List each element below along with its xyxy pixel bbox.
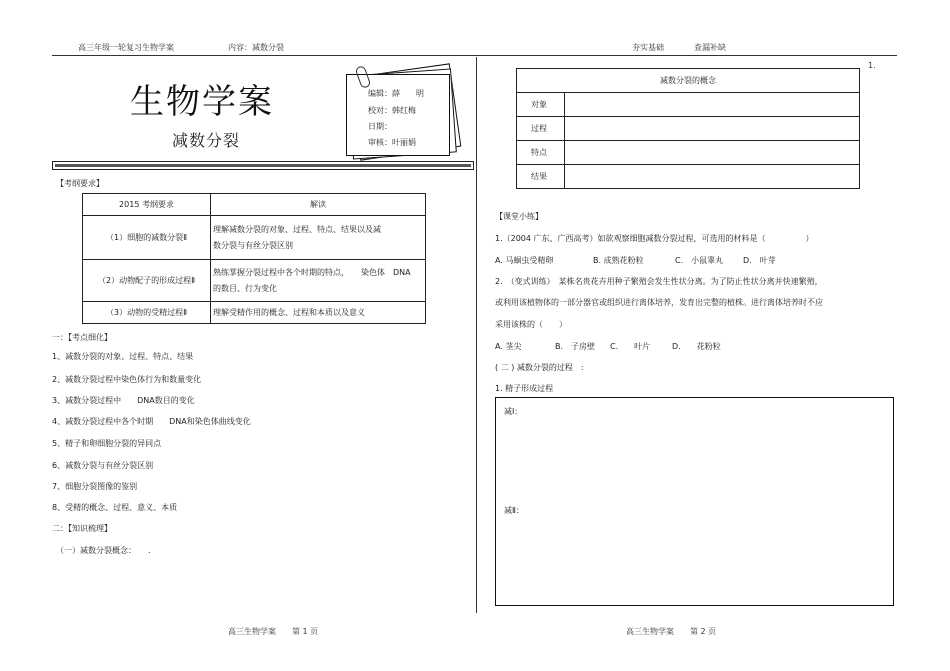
title-bar	[52, 161, 474, 170]
meiosis-2-label: 减Ⅱ：	[504, 506, 524, 515]
concept-table-title: 减数分裂的概念	[517, 69, 860, 93]
section-heading: 二：【知识梳理】	[52, 524, 112, 533]
list-item: 3、减数分裂过程中 DNA数目的变化	[52, 396, 195, 405]
note-proofreader: 校对：韩红梅	[368, 106, 416, 115]
syllabus-col2-header: 解读	[211, 194, 426, 216]
concept-row-label: 对象	[517, 93, 565, 117]
syllabus-req: （2）动物配子的形成过程Ⅱ	[83, 260, 211, 302]
q2-option-d: D. 花粉粒	[672, 342, 721, 351]
footer-left: 高三生物学案 第 1 页	[228, 627, 319, 636]
meiosis-answer-box[interactable]	[495, 397, 894, 606]
table-row	[517, 165, 860, 189]
syllabus-desc-line: 数分裂与有丝分裂区别	[213, 240, 293, 250]
syllabus-desc: 理解受精作用的概念、过程和本质以及意义	[211, 302, 426, 324]
note-card	[338, 64, 468, 160]
list-item: 8、受精的概念、过程、意义、本质	[52, 503, 178, 512]
q2-option-c: C. 叶片	[610, 342, 651, 351]
process-heading: ( 二 ) 减数分裂的过程 :	[495, 363, 584, 372]
syllabus-table	[82, 193, 426, 324]
q1-option-d: D. 叶芽	[743, 256, 776, 265]
note-reviewer: 审核：叶丽娟	[368, 138, 416, 147]
concept-table	[516, 68, 860, 189]
syllabus-col1-header: 2015 考纲要求	[83, 194, 211, 216]
points-heading: 一：【考点细化】	[52, 333, 112, 342]
list-item: 5、精子和卵细胞分裂的异同点	[52, 439, 162, 448]
concept-row-label: 结果	[517, 165, 565, 189]
list-item: 2、减数分裂过程中染色体行为和数量变化	[52, 375, 202, 384]
syllabus-heading: 【考纲要求】	[56, 179, 104, 188]
syllabus-req: （1）细胞的减数分裂Ⅱ	[83, 216, 211, 260]
syllabus-desc-line: 的数目、行为变化	[213, 283, 277, 293]
list-item: 4、减数分裂过程中各个时期 DNA和染色体曲线变化	[52, 417, 251, 426]
table-row	[83, 216, 426, 260]
table-row	[83, 302, 426, 324]
column-divider	[476, 57, 477, 613]
footer-right: 高三生物学案 第 2 页	[626, 627, 717, 636]
page-subtitle: 减数分裂	[172, 131, 241, 150]
header-rule	[52, 55, 897, 56]
table-row	[517, 117, 860, 141]
table-row	[83, 260, 426, 302]
concept-row-label: 过程	[517, 117, 565, 141]
table-row	[517, 141, 860, 165]
list-item: 1、减数分裂的对象、过程、特点、结果	[52, 352, 194, 361]
table-row	[517, 93, 860, 117]
concept-line: （一）减数分裂概念： .	[56, 546, 151, 555]
concept-row-cell	[565, 141, 860, 165]
question-2-line3: 采用该株的（ ）	[495, 320, 567, 329]
syllabus-desc	[211, 260, 426, 302]
question-1: 1.（2004 广东、广西高考）如欲观察细胞减数分裂过程，可选用的材料是（ ）	[495, 234, 814, 243]
header-motto-a: 夯实基础	[632, 43, 664, 52]
meiosis-1-label: 减Ⅰ：	[504, 407, 523, 416]
syllabus-desc	[211, 216, 426, 260]
question-2-line1: 2. （变式训练） 某株名贵花卉用种子繁殖会发生性状分离。为了防止性状分离并快速繁殖，	[495, 277, 823, 286]
concept-row-label: 特点	[517, 141, 565, 165]
syllabus-req: （3）动物的受精过程Ⅱ	[83, 302, 211, 324]
syllabus-desc-line: 理解减数分裂的对象、过程、特点、结果以及减	[213, 224, 381, 234]
q1-option-c: C. 小鼠睾丸	[675, 256, 724, 265]
page-title: 生物学案	[130, 82, 274, 122]
sperm-heading: 1. 精子形成过程	[495, 384, 554, 393]
question-2-line2: 或利用该植物体的一部分器官或组织进行离体培养，发育出完整的植株。进行离体培养时不应	[495, 298, 823, 307]
list-item: 7、细胞分裂图像的鉴别	[52, 482, 138, 491]
q2-option-a: A. 茎尖	[495, 342, 522, 351]
concept-row-cell	[565, 93, 860, 117]
note-editor: 编辑：薛 明	[368, 89, 424, 98]
syllabus-desc-line: 熟练掌握分裂过程中各个时期的特点， 染色体 DNA	[213, 267, 411, 277]
q1-option-b: B. 成熟花粉粒	[593, 256, 644, 265]
concept-row-cell	[565, 117, 860, 141]
q1-option-a: A. 马蛔虫受精卵	[495, 256, 554, 265]
list-item: 6、减数分裂与有丝分裂区别	[52, 461, 154, 470]
header-title: 高三年级一轮复习生物学案	[78, 43, 174, 52]
concept-row-cell	[565, 165, 860, 189]
q2-option-b: B. 子房壁	[555, 342, 596, 351]
header-content: 内容：减数分裂	[228, 43, 284, 52]
header-motto-b: 查漏补缺	[694, 43, 726, 52]
note-date: 日期：	[368, 122, 392, 131]
practice-heading: 【课堂小练】	[495, 212, 543, 221]
page-mark: 1.	[868, 61, 876, 70]
